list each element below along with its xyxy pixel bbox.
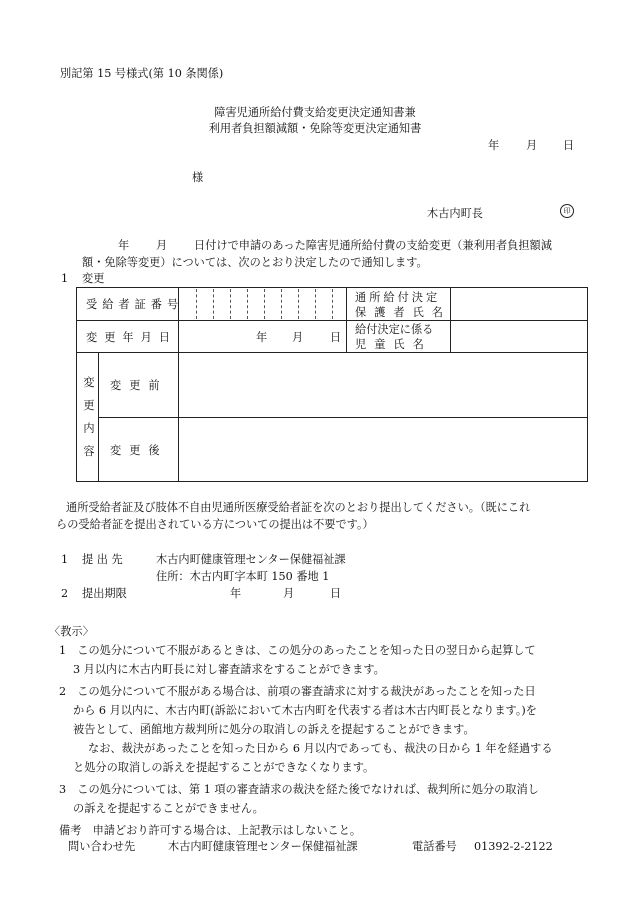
notice-2-line-4: なお、裁決があったことを知った日から 6 月以内であっても、裁決の日から 1 年を経過する <box>88 742 553 755</box>
change-date-label: 変更年月日 <box>86 331 177 344</box>
notice-2-line-5: と処分の取消しの訴えを提起することができなくなります。 <box>73 761 375 774</box>
deadline-label: 提出期限 <box>82 587 127 600</box>
notice-3-line-2: の訴えを提起することができません。 <box>73 802 264 815</box>
deadline-day: 日 <box>330 587 342 600</box>
change-date-year: 年 <box>256 331 268 344</box>
content-vertical-3: 内 <box>83 422 95 435</box>
seal-mark: 印 <box>560 204 574 218</box>
intro-line-2: 額・免除等変更）については、次のとおり決定したので通知します。 <box>82 256 428 269</box>
guardian-label-2: 保護者氏名 <box>355 306 451 319</box>
issuer-name: 木古内町長 <box>427 207 483 220</box>
contact-label: 問い合わせ先 <box>68 840 136 853</box>
date-month: 月 <box>526 139 538 152</box>
notice-2-line-1: 2 この処分について不服がある場合は、前項の審査請求に対する裁決があったことを知った日 <box>59 685 536 698</box>
phone-number: 01392-2-2122 <box>474 840 553 853</box>
submit-to-number: 1 <box>61 553 69 566</box>
addressee-sama: 様 <box>192 171 204 184</box>
child-label-2: 児童氏名 <box>355 338 432 351</box>
section-1-label: 変更 <box>82 272 105 285</box>
deadline-month: 月 <box>283 587 295 600</box>
intro-month: 月 <box>156 239 168 252</box>
remarks: 備考 申請どおり許可する場合は、上記教示はしないこと。 <box>59 824 362 837</box>
change-date-day: 日 <box>330 331 342 344</box>
submit-to-label: 提 出 先 <box>82 553 123 566</box>
child-label-1: 給付決定に係る <box>355 323 434 336</box>
notice-1-line-1: 1 この処分について不服があるときは、この処分のあったことを知った日の翌日から起算して <box>59 644 536 657</box>
deadline-number: 2 <box>61 587 69 600</box>
title-line-1: 障害児通所給付費支給変更決定通知書兼 <box>214 106 416 119</box>
change-date-month: 月 <box>292 331 304 344</box>
submit-instruction-line-1: 通所受給者証及び肢体不自由児通所医療受給者証を次のとおり提出してください。（既にこれ <box>66 501 531 514</box>
date-day: 日 <box>563 139 575 152</box>
notice-1-line-2: 3 月以内に木古内町長に対し審査請求をすることができます。 <box>73 663 385 676</box>
date-year: 年 <box>488 139 500 152</box>
content-vertical-1: 変 <box>83 376 95 389</box>
before-label: 変更前 <box>110 379 168 392</box>
recipient-number-label: 受給者証番号 <box>86 298 184 311</box>
title-line-2: 利用者負担額減額・免除等変更決定通知書 <box>208 122 422 135</box>
notice-2-line-3: 被告として、函館地方裁判所に処分の取消しの訴えを提起することができます。 <box>73 723 475 736</box>
submit-instruction-line-2: らの受給者証を提出されている方についての提出は不要です。） <box>56 518 374 531</box>
submit-address: 住所：木古内町字本町 150 番地 1 <box>156 570 330 583</box>
phone-label: 電話番号 <box>412 840 457 853</box>
content-vertical-2: 更 <box>83 399 95 412</box>
after-label: 変更後 <box>110 444 168 457</box>
notice-2-line-2: から 6 月以内に、木古内町(訴訟において木古内町を代表する者は木古内町長となります。)を <box>73 704 537 717</box>
contact-department: 木古内町健康管理センター保健福祉課 <box>168 840 358 853</box>
deadline-year: 年 <box>230 587 242 600</box>
notice-3-line-1: 3 この処分については、第 1 項の審査請求の裁決を経た後でなければ、裁判所に処分の取消し <box>59 783 539 796</box>
form-reference: 別記第 15 号様式(第 10 条関係) <box>60 67 224 80</box>
content-vertical-4: 容 <box>83 445 95 458</box>
section-1-number: 1 <box>61 272 69 285</box>
intro-year: 年 <box>118 239 130 252</box>
intro-line-1: 日付けで申請のあった障害児通所給付費の支給変更（兼利用者負担額減 <box>194 239 552 252</box>
guardian-label-1: 通所給付決定 <box>355 291 441 304</box>
submit-to-value: 木古内町健康管理センター保健福祉課 <box>156 553 346 566</box>
notice-heading: 〈教示〉 <box>49 625 94 638</box>
